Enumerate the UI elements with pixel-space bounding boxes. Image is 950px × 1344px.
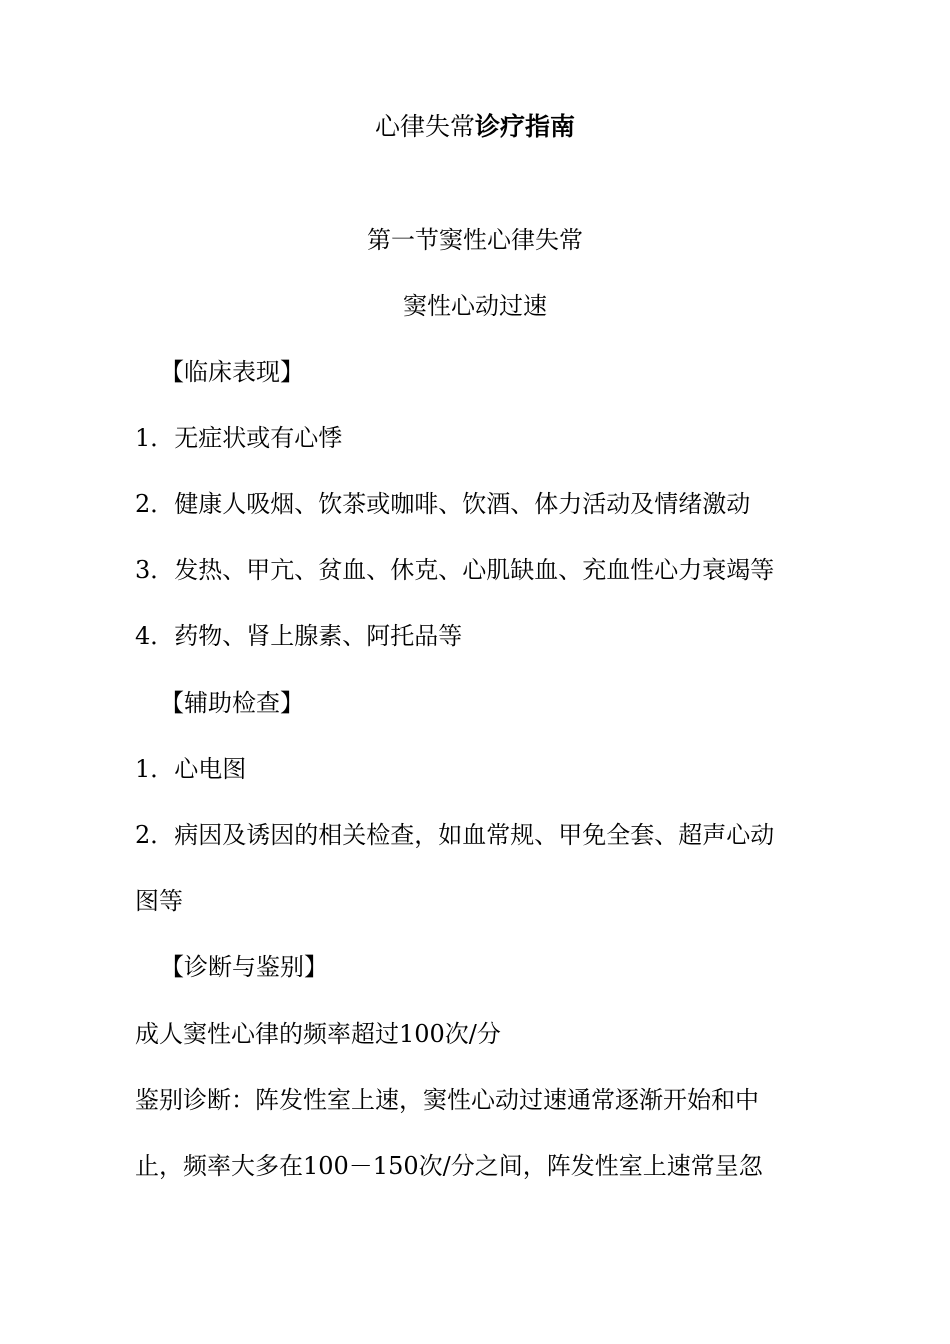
document-title bbox=[0, 110, 950, 144]
auxiliary-item-continuation: 图等 bbox=[135, 887, 183, 915]
clinical-heading: 【临床表现】 bbox=[160, 358, 304, 386]
subsection-heading: 窦性心动过速 bbox=[403, 292, 547, 320]
auxiliary-item: 2．病因及诱因的相关检查，如血常规、甲免全套、超声心动 bbox=[135, 821, 775, 849]
clinical-item: 2．健康人吸烟、饮茶或咖啡、饮酒、体力活动及情绪激动 bbox=[135, 490, 751, 518]
clinical-item: 4．药物、肾上腺素、阿托品等 bbox=[135, 622, 463, 650]
auxiliary-heading: 【辅助检查】 bbox=[160, 689, 304, 717]
diagnosis-heading: 【诊断与鉴别】 bbox=[160, 953, 328, 981]
document-title-part2: 诊疗指南 bbox=[475, 112, 576, 141]
document-title-part1: 心律失常 bbox=[374, 112, 475, 141]
diagnosis-line: 鉴别诊断：阵发性室上速，窦性心动过速通常逐渐开始和中 bbox=[135, 1086, 759, 1114]
auxiliary-item: 1．心电图 bbox=[135, 755, 247, 783]
section-heading: 第一节窦性心律失常 bbox=[367, 226, 583, 254]
clinical-item: 3．发热、甲亢、贫血、休克、心肌缺血、充血性心力衰竭等 bbox=[135, 556, 775, 584]
diagnosis-line: 止，频率大多在100－150次/分之间，阵发性室上速常呈忽 bbox=[135, 1152, 763, 1180]
diagnosis-line: 成人窦性心律的频率超过100次/分 bbox=[135, 1020, 501, 1048]
clinical-item: 1．无症状或有心悸 bbox=[135, 424, 343, 452]
